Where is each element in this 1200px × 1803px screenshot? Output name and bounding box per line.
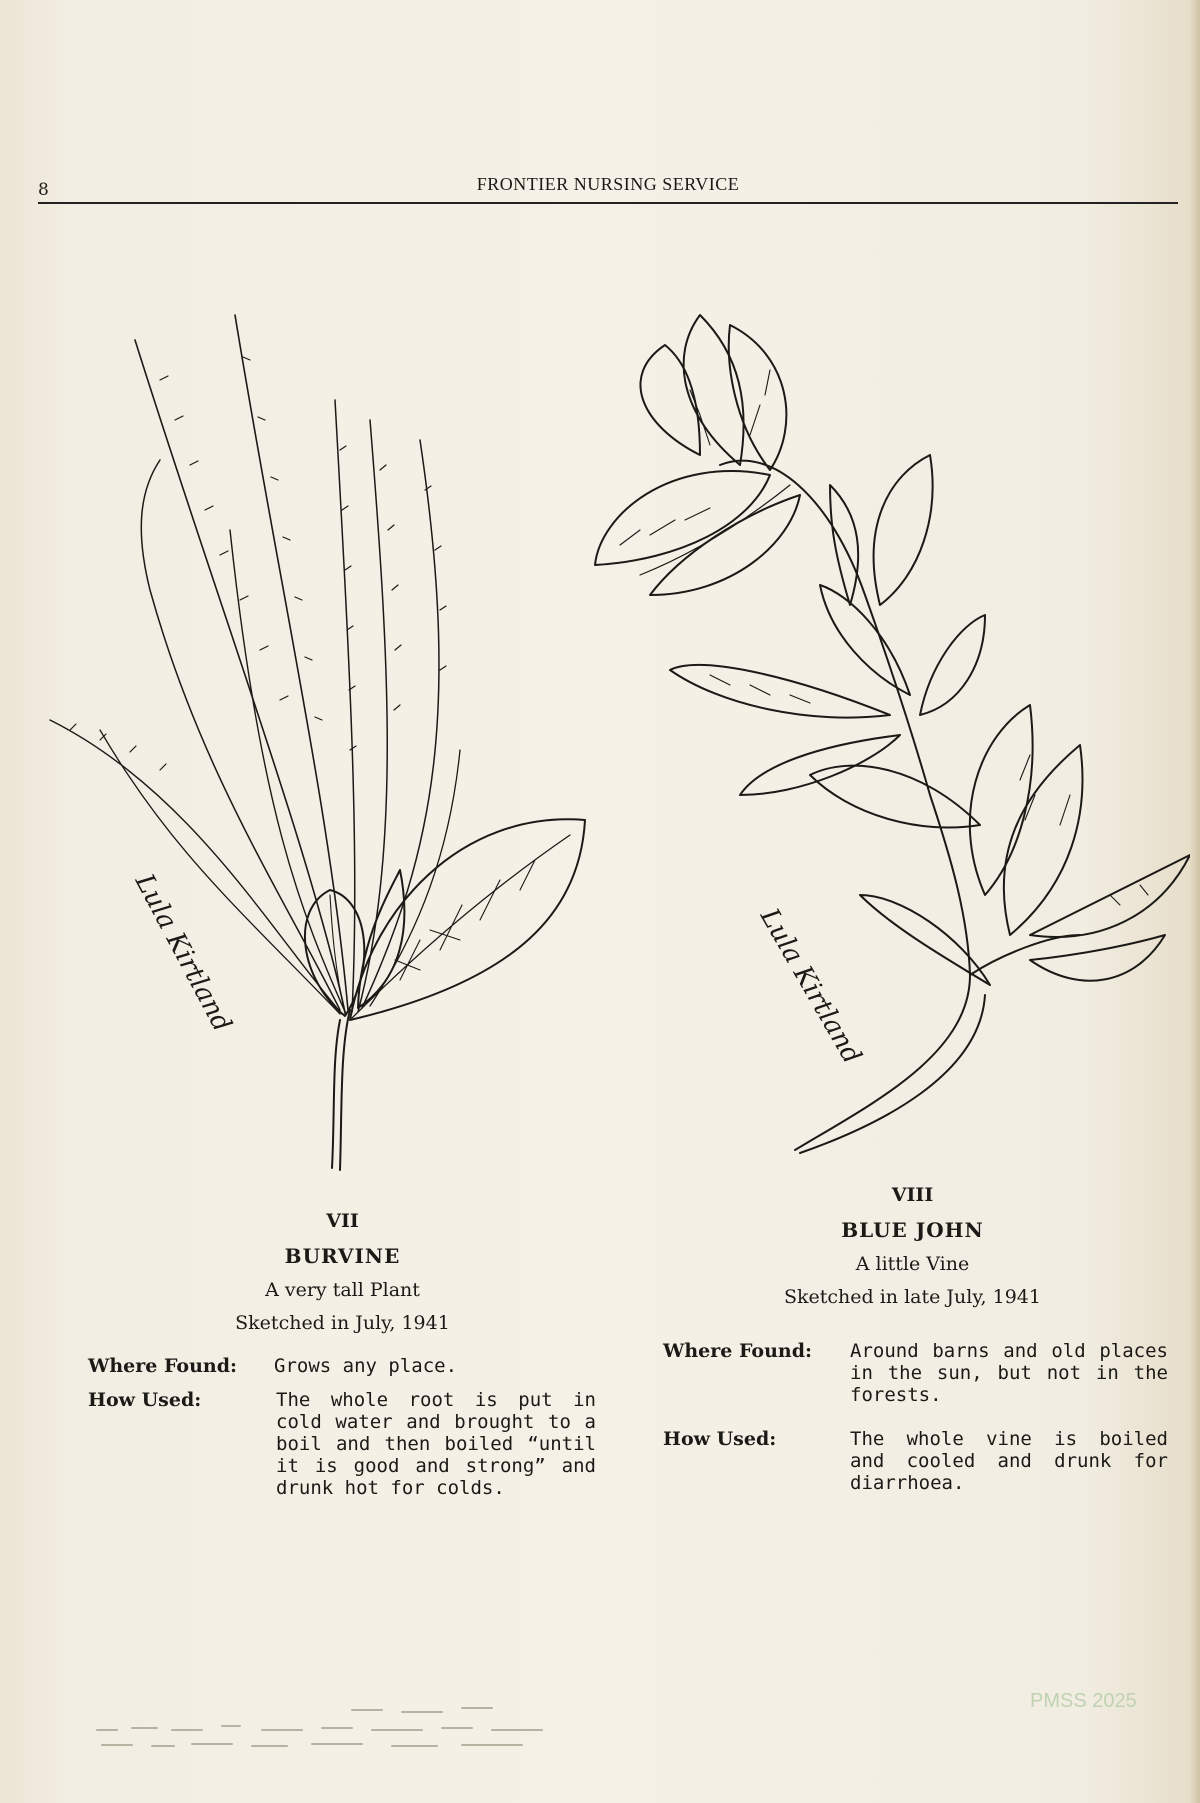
blue-john-caption bbox=[740, 1184, 1085, 1308]
page-header bbox=[38, 172, 1178, 204]
burvine-name: BURVINE bbox=[284, 1244, 401, 1268]
burvine-numeral: VII bbox=[326, 1210, 359, 1232]
burvine-how-used: The whole root is put in cold water and brought to a boil and then boiled “until it is good and strong” and drunk hot for colds. bbox=[276, 1389, 596, 1499]
burvine-sketched-date: Sketched in July, 1941 bbox=[235, 1312, 450, 1334]
burvine-caption bbox=[150, 1210, 535, 1334]
burvine-how-used-row bbox=[88, 1389, 596, 1499]
page-number: 8 bbox=[38, 180, 49, 200]
burvine-sketch bbox=[40, 290, 600, 1190]
blue-john-numeral: VIII bbox=[891, 1184, 934, 1206]
burvine-description: A very tall Plant bbox=[265, 1279, 420, 1301]
blue-john-name: BLUE JOHN bbox=[841, 1218, 984, 1242]
bleed-through-marks bbox=[92, 1690, 562, 1760]
how-used-label: How Used: bbox=[663, 1428, 777, 1450]
blue-john-where-found: Around barns and old places in the sun, but not in the forests. bbox=[850, 1340, 1168, 1406]
burvine-where-found: Grows any place. bbox=[274, 1355, 458, 1377]
blue-john-sketched-date: Sketched in late July, 1941 bbox=[784, 1286, 1041, 1308]
burvine-info bbox=[88, 1355, 596, 1499]
blue-john-how-used-row bbox=[663, 1428, 1168, 1494]
burvine-where-found-row bbox=[88, 1355, 596, 1389]
running-title: FRONTIER NURSING SERVICE bbox=[476, 174, 740, 194]
blue-john-description: A little Vine bbox=[855, 1253, 970, 1275]
blue-john-sketch bbox=[590, 295, 1190, 1175]
where-found-label: Where Found: bbox=[88, 1355, 238, 1377]
blue-john-signature: Lula Kirtland bbox=[753, 903, 867, 1070]
where-found-label: Where Found: bbox=[663, 1340, 813, 1362]
blue-john-where-found-row bbox=[663, 1340, 1168, 1428]
burvine-signature: Lula Kirtland bbox=[128, 869, 237, 1037]
blue-john-how-used: The whole vine is boiled and cooled and drunk for diarrhoea. bbox=[850, 1428, 1168, 1494]
page-edge bbox=[1190, 0, 1200, 1803]
blue-john-info bbox=[663, 1340, 1168, 1494]
how-used-label: How Used: bbox=[88, 1389, 202, 1411]
watermark: PMSS 2025 bbox=[1030, 1690, 1137, 1712]
